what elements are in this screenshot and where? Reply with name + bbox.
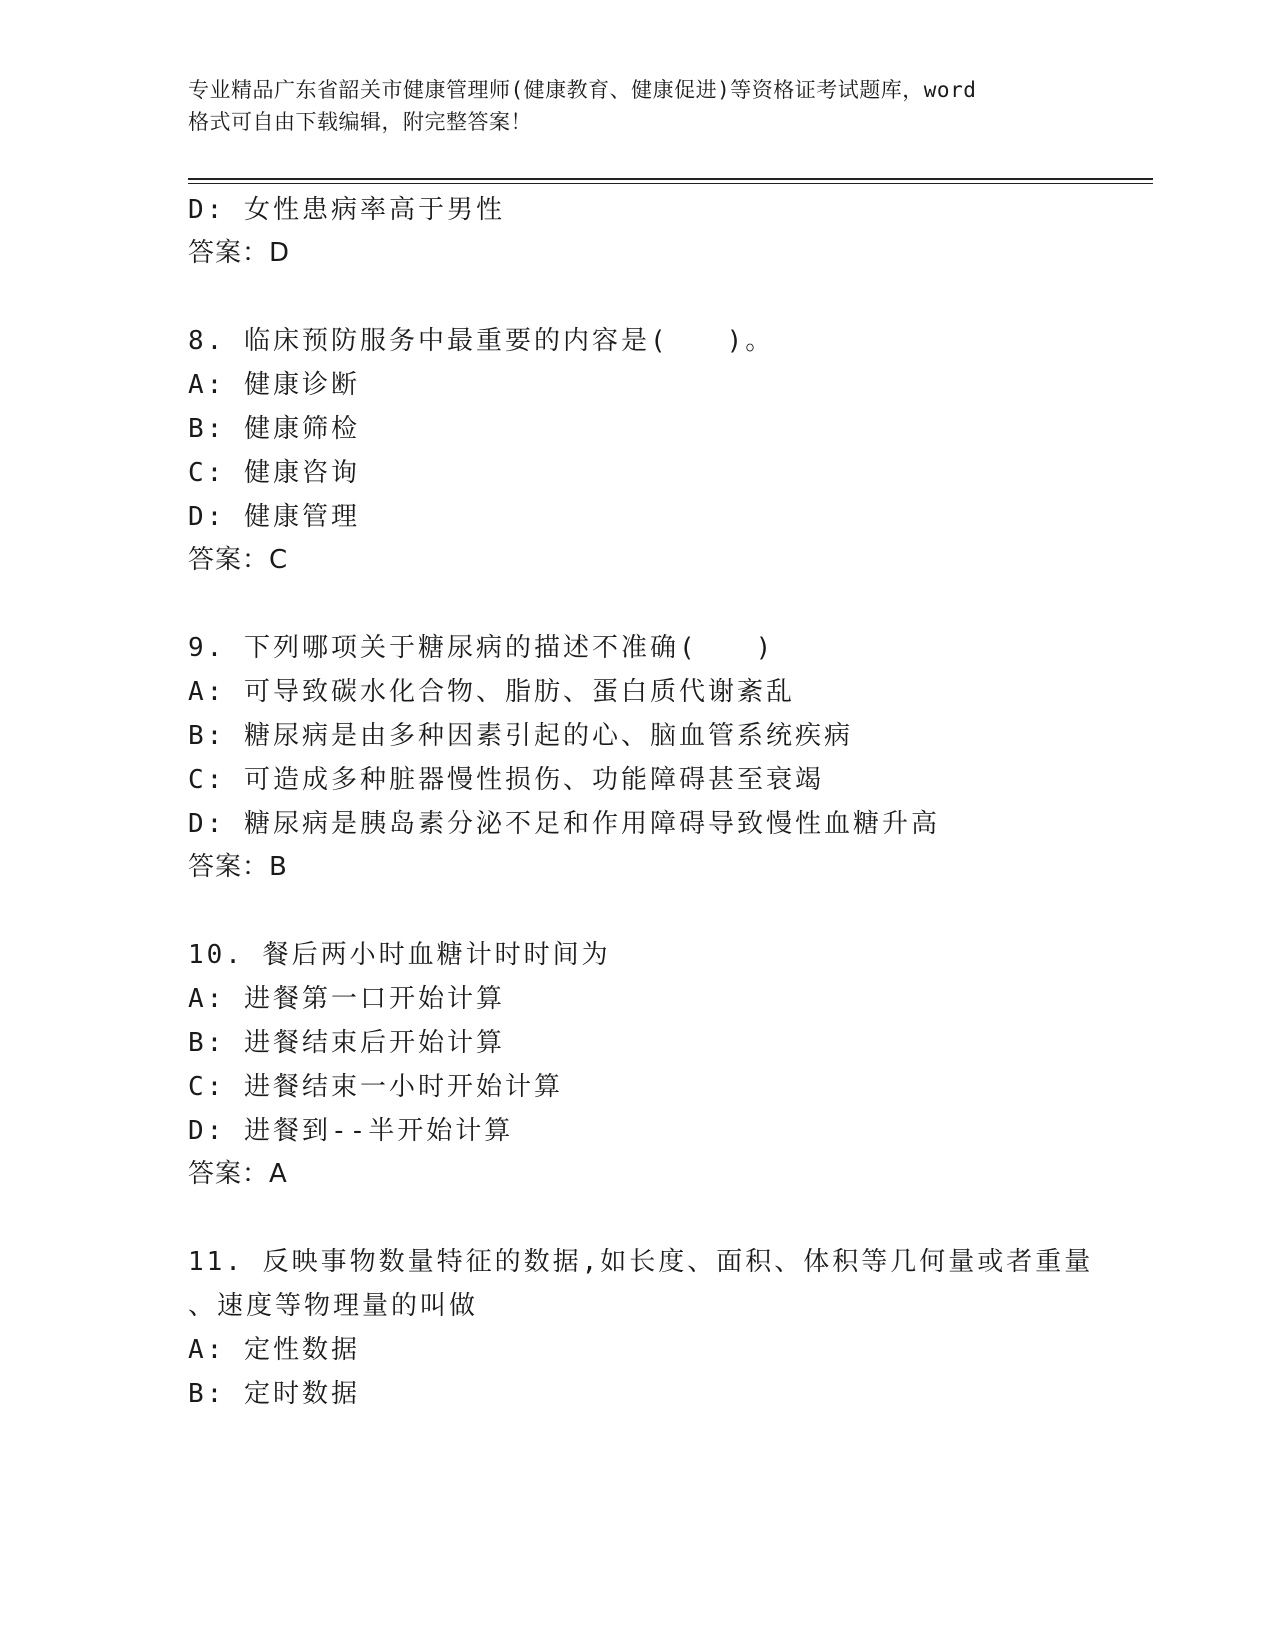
prev-answer: 答案：D bbox=[188, 238, 291, 268]
header-divider-thick bbox=[188, 178, 1153, 180]
q10-option-b: B: 进餐结束后开始计算 bbox=[188, 1028, 505, 1058]
q11-option-b: B: 定时数据 bbox=[188, 1379, 360, 1409]
q8-option-b: B: 健康筛检 bbox=[188, 414, 360, 444]
header-line-1: 专业精品广东省韶关市健康管理师(健康教育、健康促进)等资格证考试题库，word bbox=[188, 78, 977, 102]
q11-option-a: A: 定性数据 bbox=[188, 1335, 360, 1365]
q11-stem-line-2: 、速度等物理量的叫做 bbox=[188, 1291, 479, 1321]
prev-option-d: D: 女性患病率高于男性 bbox=[188, 195, 505, 225]
q10-option-c: C: 进餐结束一小时开始计算 bbox=[188, 1072, 563, 1102]
q9-option-b: B: 糖尿病是由多种因素引起的心、脑血管系统疾病 bbox=[188, 721, 853, 751]
q8-option-c: C: 健康咨询 bbox=[188, 458, 360, 488]
q10-option-d: D: 进餐到--半开始计算 bbox=[188, 1116, 514, 1146]
document-header bbox=[188, 74, 1088, 138]
q8-answer: 答案：C bbox=[188, 545, 289, 575]
q10-answer: 答案：A bbox=[188, 1159, 288, 1189]
q8-option-a: A: 健康诊断 bbox=[188, 370, 360, 400]
header-line-2: 格式可自由下载编辑，附完整答案！ bbox=[188, 110, 532, 134]
q10-option-a: A: 进餐第一口开始计算 bbox=[188, 984, 505, 1014]
q11-stem-line-1: 11. 反映事物数量特征的数据,如长度、面积、体积等几何量或者重量 bbox=[188, 1247, 1094, 1277]
q9-answer: 答案：B bbox=[188, 852, 288, 882]
q10-stem: 10. 餐后两小时血糖计时时间为 bbox=[188, 940, 611, 970]
q9-stem: 9. 下列哪项关于糖尿病的描述不准确( ) bbox=[188, 633, 775, 663]
q9-option-a: A: 可导致碳水化合物、脂肪、蛋白质代谢紊乱 bbox=[188, 677, 795, 707]
q9-option-d: D: 糖尿病是胰岛素分泌不足和作用障碍导致慢性血糖升高 bbox=[188, 809, 940, 839]
q8-option-d: D: 健康管理 bbox=[188, 502, 360, 532]
header-divider-thin bbox=[188, 183, 1153, 184]
q8-stem: 8. 临床预防服务中最重要的内容是( )。 bbox=[188, 326, 775, 356]
q9-option-c: C: 可造成多种脏器慢性损伤、功能障碍甚至衰竭 bbox=[188, 765, 824, 795]
